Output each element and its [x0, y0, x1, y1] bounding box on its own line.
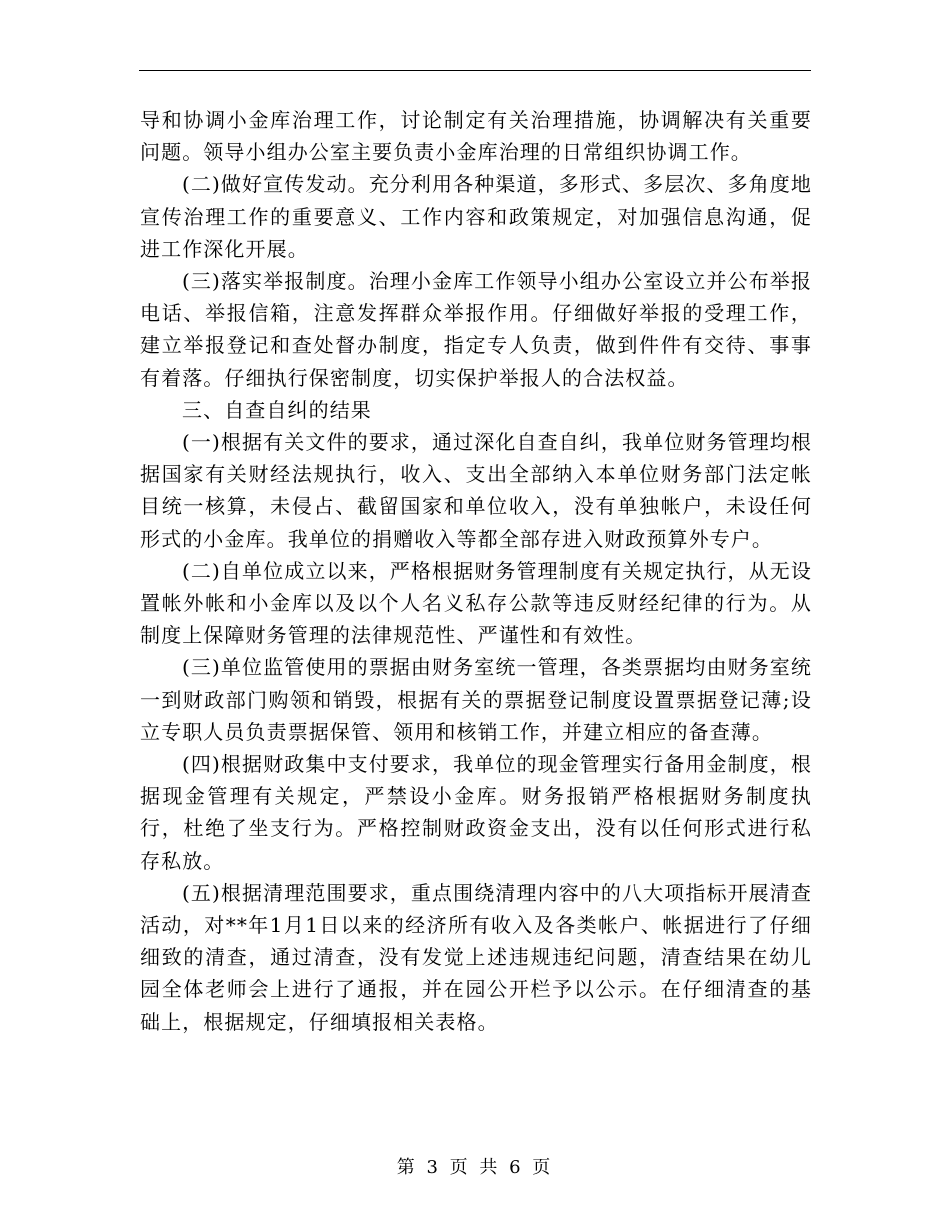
document-body [140, 104, 812, 1038]
paragraph-result-1: (一)根据有关文件的要求，通过深化自查自纠，我单位财务管理均根据国家有关财经法规执行，收入、支出全部纳入本单位财务部门法定帐目统一核算，未侵占、截留国家和单位收入，没有单独帐户，未设任何形式的小金库。我单位的捐赠收入等都全部存进入财政预算外专户。 [140, 430, 812, 551]
header-rule [139, 70, 811, 71]
paragraph-reporting-system: (三)落实举报制度。治理小金库工作领导小组办公室设立并公布举报电话、举报信箱，注意发挥群众举报作用。仔细做好举报的受理工作，建立举报登记和查处督办制度，指定专人负责，做到件件有交待、事事有着落。仔细执行保密制度，切实保护举报人的合法权益。 [140, 269, 812, 390]
paragraph-result-3: (三)单位监管使用的票据由财务室统一管理，各类票据均由财务室统一到财政部门购领和销毁，根据有关的票据登记制度设置票据登记薄;设立专职人员负责票据保管、领用和核销工作，并建立相应的备查薄。 [140, 655, 812, 744]
page-number: 第 3 页 共 6 页 [396, 1157, 554, 1178]
paragraph-result-2: (二)自单位成立以来，严格根据财务管理制度有关规定执行，从无设置帐外帐和小金库以及以个人名义私存公款等违反财经纪律的行为。从制度上保障财务管理的法律规范性、严谨性和有效性。 [140, 558, 812, 648]
paragraph-result-5: (五)根据清理范围要求，重点围绕清理内容中的八大项指标开展清查活动，对**年1月1日以来的经济所有收入及各类帐户、帐据进行了仔细细致的清查，通过清查，没有发觉上述违规违纪问题，清查结果在幼儿园全体老师会上进行了通报，并在园公开栏予以公示。在仔细清查的基础上，根据规定，仔细填报相关表格。 [140, 880, 812, 1034]
paragraph-continuation: 导和协调小金库治理工作，讨论制定有关治理措施，协调解决有关重要问题。领导小组办公室主要负责小金库治理的日常组织协调工作。 [140, 108, 812, 165]
section-heading-results: 三、自查自纠的结果 [182, 397, 372, 422]
paragraph-publicity: (二)做好宣传发动。充分利用各种渠道，多形式、多层次、多角度地宣传治理工作的重要意义、工作内容和政策规定，对加强信息沟通，促进工作深化开展。 [140, 172, 812, 261]
paragraph-result-4: (四)根据财政集中支付要求，我单位的现金管理实行备用金制度，根据现金管理有关规定，严禁设小金库。财务报销严格根据财务制度执行，杜绝了坐支行为。严格控制财政资金支出，没有以任何形式进行私存私放。 [140, 752, 812, 873]
